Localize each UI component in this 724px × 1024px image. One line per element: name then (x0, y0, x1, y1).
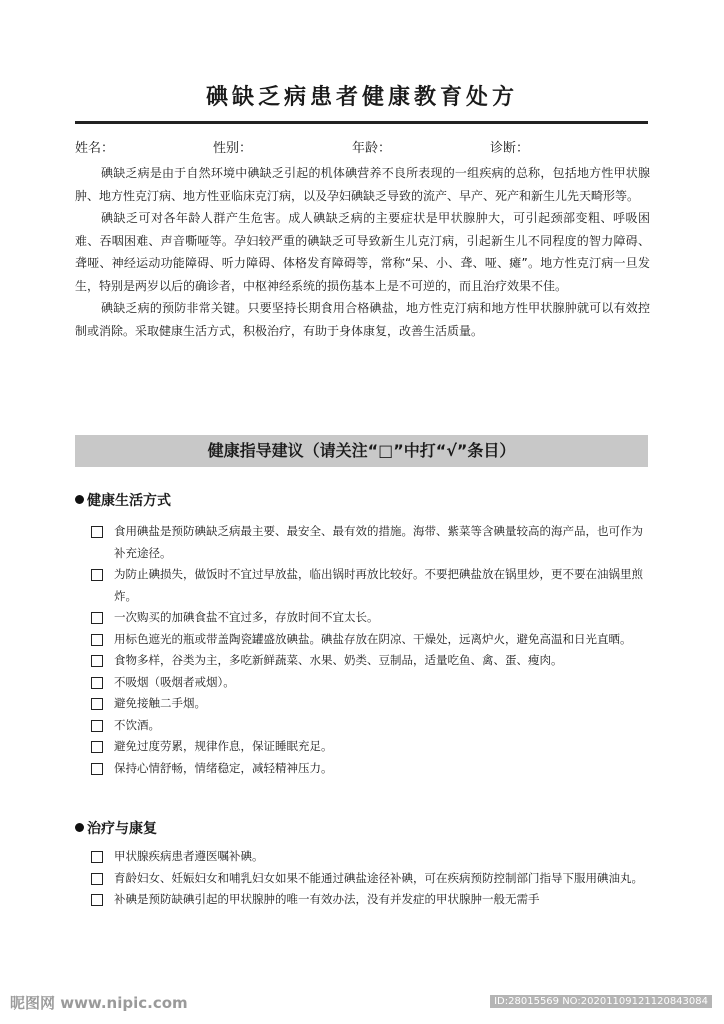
lifestyle-section-heading (75, 490, 171, 510)
checklist-item (90, 889, 650, 911)
name-field-label: 姓名： (75, 141, 115, 156)
treatment-section-heading (75, 818, 157, 838)
lifestyle-heading-text: 健康生活方式 (87, 493, 171, 509)
checklist-item-text: 用标色遮光的瓶或带盖陶瓷罐盛放碘盐。碘盐存放在阴凉、干燥处，远离炉火，避免高温和日光直晒。 (114, 631, 632, 646)
intro-paragraph: 碘缺乏可对各年龄人群产生危害。成人碘缺乏病的主要症状是甲状腺肿大，可引起颈部变粗、呼吸困难、吞咽困难、声音嘶哑等。孕妇较严重的碘缺乏可导致新生儿克汀病，引起新生儿不同程度的智力障碍、聋哑、神经运动功能障碍、听力障碍、体格发育障碍等，常称“呆、小、聋、哑、瘫”。地方性克汀病一旦发生，特别是两岁以后的确诊者，中枢神经系统的损伤基本上是不可逆的，而且治疗效果不佳。 (75, 211, 650, 293)
checklist-item-text: 为防止碘损失，做饭时不宜过早放盐，临出锅时再放比较好。不要把碘盐放在锅里炒，更不要在油锅里煎炸。 (114, 567, 643, 603)
checklist-item-text: 食用碘盐是预防碘缺乏病最主要、最安全、最有效的措施。海带、紫菜等含碘量较高的海产品，也可作为补充途径。 (114, 524, 643, 560)
age-field-label: 年龄： (352, 141, 392, 156)
lifestyle-checklist (90, 521, 650, 779)
checkbox[interactable] (91, 873, 103, 885)
intro-paragraph: 碘缺乏病是由于自然环境中碘缺乏引起的机体碘营养不良所表现的一组疾病的总称，包括地方性甲状腺肿、地方性克汀病、地方性亚临床克汀病，以及孕妇碘缺乏导致的流产、早产、死产和新生儿先天畸形等。 (75, 166, 650, 203)
checklist-item-text: 不吸烟（吸烟者戒烟）。 (114, 674, 235, 689)
checklist-item-text: 补碘是预防缺碘引起的甲状腺肿的唯一有效办法，没有并发症的甲状腺肿一般无需手 (114, 892, 540, 906)
checklist-item (90, 629, 650, 651)
checklist-item (90, 736, 650, 758)
checklist-item (90, 846, 650, 868)
checkbox[interactable] (91, 677, 103, 689)
diagnosis-field-label: 诊断： (490, 141, 530, 156)
checklist-item-text: 不饮酒。 (114, 717, 160, 732)
checkbox[interactable] (91, 851, 103, 863)
title-divider (75, 121, 648, 124)
checklist-item (90, 715, 650, 737)
checklist-item (90, 521, 650, 564)
checklist-item (90, 693, 650, 715)
checklist-item-text: 一次购买的加碘食盐不宜过多，存放时间不宜太长。 (114, 610, 379, 624)
checklist-item (90, 868, 650, 890)
checkbox[interactable] (91, 634, 103, 646)
checklist-item-text: 甲状腺疾病患者遵医嘱补碘。 (114, 849, 264, 863)
checklist-item-text: 育龄妇女、妊娠妇女和哺乳妇女如果不能通过碘盐途径补碘，可在疾病预防控制部门指导下服用碘油丸。 (114, 870, 643, 885)
checklist-item-text: 保持心情舒畅，情绪稳定，减轻精神压力。 (114, 760, 333, 775)
checkbox[interactable] (91, 741, 103, 753)
checklist-item (90, 607, 650, 629)
bullet-icon (75, 495, 84, 504)
bullet-icon (75, 823, 84, 832)
treatment-heading-text: 治疗与康复 (87, 821, 157, 837)
checkbox[interactable] (91, 894, 103, 906)
watermark-logo: 昵图网 www.nipic.com (10, 994, 188, 1012)
checkbox[interactable] (91, 612, 103, 624)
treatment-checklist (90, 846, 650, 911)
checkbox[interactable] (91, 720, 103, 732)
checkbox[interactable] (91, 655, 103, 667)
checklist-item (90, 650, 650, 672)
guidance-banner: 健康指导建议（请关注“□”中打“√”条目） (75, 435, 648, 467)
checkbox[interactable] (91, 763, 103, 775)
watermark-id: ID:28015569 NO:20201109121120843084 (490, 995, 712, 1008)
checkbox[interactable] (91, 526, 103, 538)
checkbox[interactable] (91, 569, 103, 581)
page-title: 碘缺乏病患者健康教育处方 (205, 85, 518, 110)
gender-field-label: 性别： (213, 141, 253, 156)
checklist-item-text: 食物多样，谷类为主，多吃新鲜蔬菜、水果、奶类、豆制品，适量吃鱼、禽、蛋、瘦肉。 (114, 653, 563, 667)
checkbox[interactable] (91, 698, 103, 710)
checklist-item (90, 758, 650, 780)
intro-paragraph: 碘缺乏病的预防非常关键。只要坚持长期食用合格碘盐，地方性克汀病和地方性甲状腺肿就可以有效控制或消除。采取健康生活方式，积极治疗，有助于身体康复，改善生活质量。 (75, 301, 650, 338)
checklist-item (90, 672, 650, 694)
checklist-item-text: 避免接触二手烟。 (114, 696, 206, 710)
checklist-item-text: 避免过度劳累，规律作息，保证睡眠充足。 (114, 739, 333, 753)
checklist-item (90, 564, 650, 607)
intro-text (75, 162, 650, 342)
